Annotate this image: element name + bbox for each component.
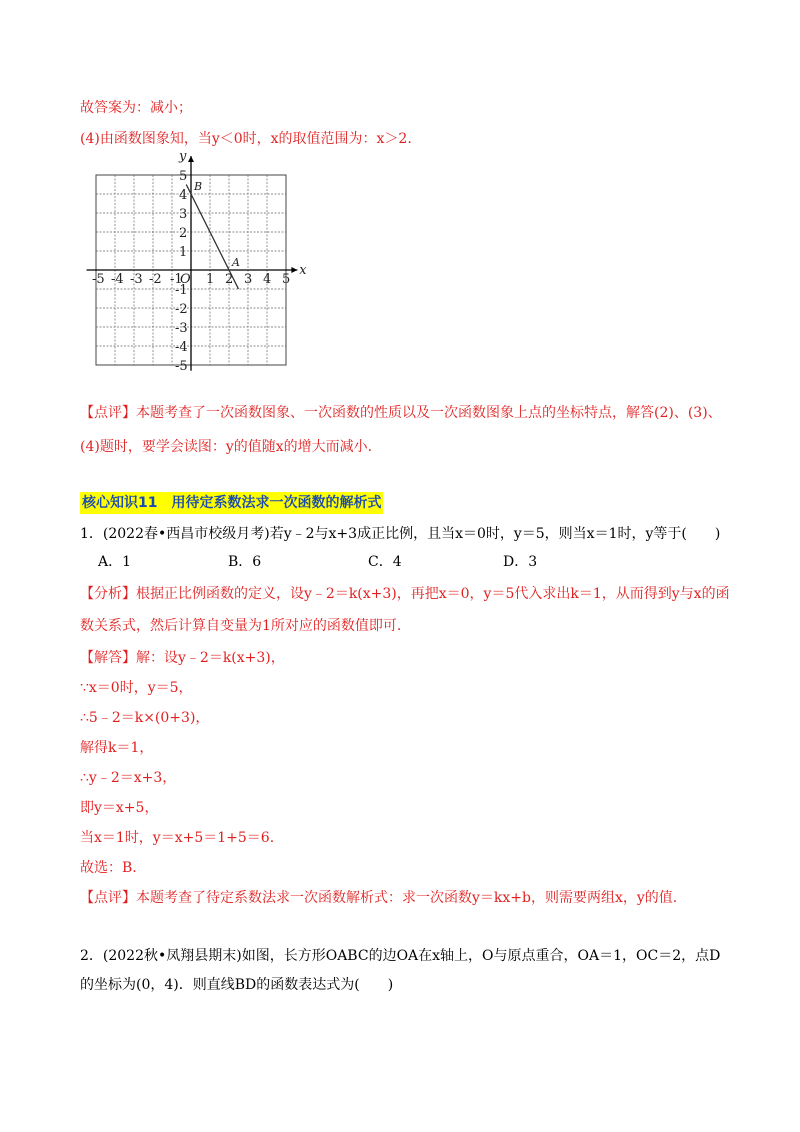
q1-option-a[interactable]: A．1 (98, 554, 132, 570)
q1-step-2: ∴5﹣2＝k×(0+3)， (80, 710, 210, 726)
q1-option-c[interactable]: C．4 (368, 554, 402, 570)
comment-line-1: 本题考查了一次函数图象、一次函数的性质以及一次函数图象上点的坐标特点，解答(2)、(3)、 (136, 405, 722, 421)
x-tick-label: 2 (225, 272, 234, 287)
q1-step-4: ∴y﹣2＝x+3， (80, 770, 177, 786)
comment-line-2: (4)题时，要学会读图：y的值随x的增大而减小. (80, 439, 373, 455)
x-tick-label: 1 (206, 272, 215, 287)
y-tick-label: -4 (175, 340, 188, 355)
x-axis-arrow (291, 267, 297, 273)
previous-answer: 故答案为：减小； (80, 100, 192, 116)
y-tick-label: -1 (175, 283, 188, 298)
comment-1 (80, 403, 730, 457)
part4-conclusion: (4)由函数图象知，当y＜0时，x的取值范围为：x＞2. (80, 131, 412, 147)
x-tick-label: -3 (130, 272, 143, 287)
q1-step-7: 故选：B. (80, 860, 137, 876)
q1-solution-first: 【解答】解：设y﹣2＝k(x+3)， (80, 650, 285, 666)
y-tick-label: -5 (175, 359, 188, 374)
y-tick-label: -2 (175, 302, 188, 317)
function-graph (78, 150, 318, 380)
section-title: 核心知识11 用待定系数法求一次函数的解析式 (80, 492, 383, 514)
y-axis-label: y (179, 150, 187, 164)
q1-option-b[interactable]: B．6 (228, 554, 262, 570)
y-tick-label: 1 (179, 245, 188, 260)
comment-tag-2: 【点评】 (80, 890, 136, 906)
y-tick-label: 5 (179, 169, 188, 184)
analysis-tag: 【分析】 (80, 586, 136, 602)
x-tick-label: 4 (263, 272, 272, 287)
y-tick-label: 4 (179, 188, 188, 203)
q2-stem-line-1: 2．(2022秋•凤翔县期末)如图，长方形OABC的边OA在x轴上，O与原点重合，OA＝1，OC＝2，点D (80, 948, 721, 964)
point-b-label: B (194, 180, 203, 194)
y-tick-label: -3 (175, 321, 188, 336)
q1-analysis-line-1: 【分析】根据正比例函数的定义，设y﹣2＝k(x+3)，再把x＝0，y＝5代入求出k＝1，从而得到y与x的函 (80, 586, 730, 602)
x-tick-label: 5 (282, 272, 291, 287)
graph-axes (87, 156, 298, 371)
solution-tag: 【解答】 (80, 650, 136, 666)
q2-stem-line-2: 的坐标为(0，4)．则直线BD的函数表达式为( ) (80, 977, 394, 993)
q1-option-d[interactable]: D．3 (503, 554, 538, 570)
y-tick-label: 2 (179, 226, 188, 241)
q1-comment: 【点评】本题考查了待定系数法求一次函数解析式：求一次函数y＝kx+b，则需要两组x，y的值. (80, 890, 678, 906)
x-tick-label: -1 (170, 272, 183, 287)
q1-step-1: ∵x＝0时，y＝5， (80, 680, 193, 696)
x-tick-label: 3 (244, 272, 253, 287)
q1-stem: 1．(2022春•西昌市校级月考)若y﹣2与x+3成正比例，且当x＝0时，y＝5，则当x＝1时，y等于( ) (80, 526, 721, 542)
y-axis-arrow (188, 156, 194, 162)
q1-step-3: 解得k＝1， (80, 740, 154, 756)
x-tick-label: -5 (92, 272, 105, 287)
q1-analysis-line-2: 数关系式，然后计算自变量为1所对应的函数值即可. (80, 618, 402, 634)
y-tick-label: 3 (179, 207, 188, 222)
x-axis-label: x (299, 263, 307, 278)
comment-tag: 【点评】 (80, 405, 136, 421)
x-tick-label: -2 (149, 272, 162, 287)
q1-step-6: 当x＝1时，y＝x+5＝1+5＝6. (80, 830, 275, 846)
point-a-label: A (232, 256, 240, 269)
origin-label: O (180, 272, 191, 287)
q1-step-5: 即y＝x+5， (80, 800, 159, 816)
x-tick-label: -4 (111, 272, 124, 287)
